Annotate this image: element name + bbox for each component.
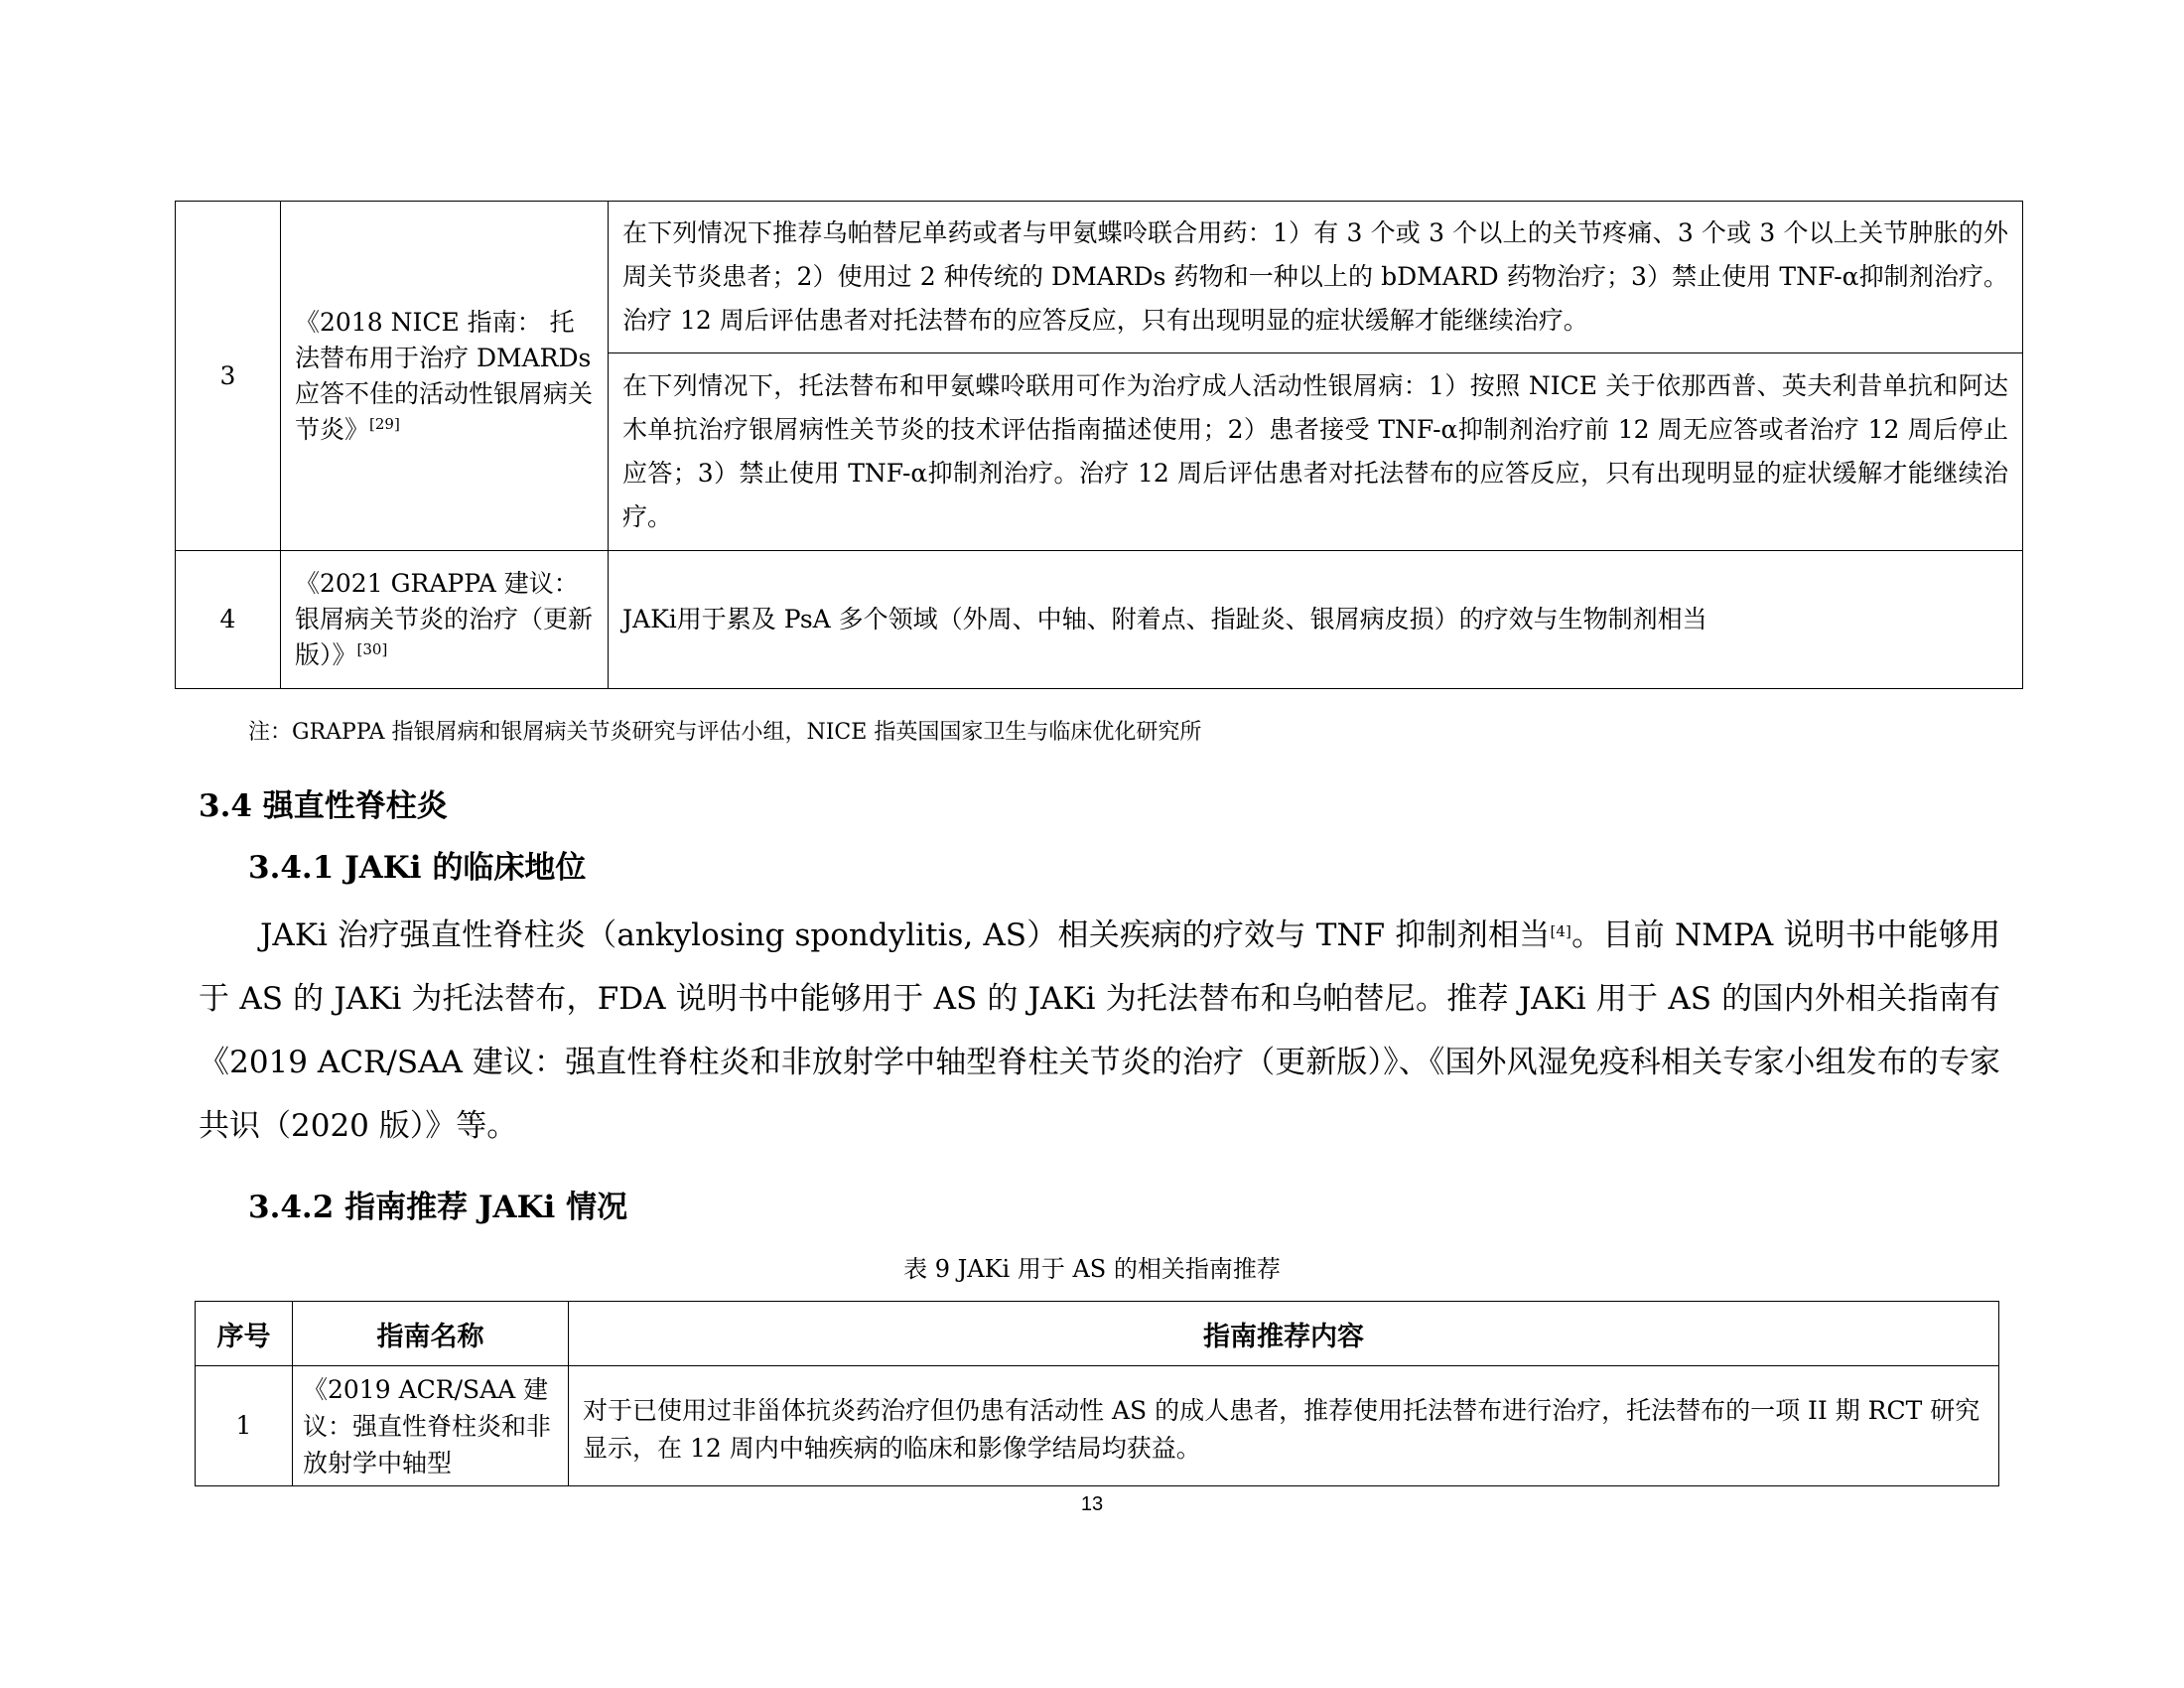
recommendation-content: 在下列情况下推荐乌帕替尼单药或者与甲氨蝶呤联合用药：1）有 3 个或 3 个以上的关节疼痛、3 个或 3 个以上关节肿胀的外周关节炎患者；2）使用过 2 种传统的 DMARDs 药物和一种以上的 bDMARD 药物治疗；3）禁止使用 TNF-α抑制剂治疗。治疗 12 周后评估患者对托法替布的应答反应，只有出现明显的症状缓解才能继续治疗。 <box>609 202 2023 353</box>
table-row <box>176 551 2023 689</box>
guideline-table-continued <box>175 201 2023 689</box>
guideline-table-9 <box>195 1301 1999 1486</box>
subsection-heading: 3.4.1 JAKi 的临床地位 <box>248 850 587 886</box>
guideline-name: 《2019 ACR/SAA 建议：强直性脊柱炎和非放射学中轴型 <box>293 1366 569 1486</box>
table-row <box>196 1366 1999 1486</box>
guideline-name <box>281 551 609 689</box>
guideline-name-text: 《2021 GRAPPA 建议：银屑病关节炎的治疗（更新版）》 <box>295 569 594 669</box>
paragraph-text: JAKi 治疗强直性脊柱炎（ankylosing spondylitis, AS）相关疾病的疗效与 TNF 抑制剂相当 <box>260 917 1551 953</box>
column-header: 指南推荐内容 <box>569 1302 1999 1366</box>
table-note: 注：GRAPPA 指银屑病和银屑病关节炎研究与评估小组，NICE 指英国国家卫生与临床优化研究所 <box>248 720 1202 745</box>
table-header-row <box>196 1302 1999 1366</box>
row-number: 1 <box>196 1366 293 1486</box>
table-row <box>176 202 2023 353</box>
subsection-heading: 3.4.2 指南推荐 JAKi 情况 <box>248 1190 628 1225</box>
section-heading: 3.4 强直性脊柱炎 <box>199 788 448 824</box>
citation-ref: [30] <box>356 640 388 658</box>
guideline-name <box>281 202 609 551</box>
body-paragraph <box>199 904 2000 1158</box>
row-number: 4 <box>176 551 281 689</box>
recommendation-content: 在下列情况下，托法替布和甲氨蝶呤联用可作为治疗成人活动性银屑病：1）按照 NICE 关于依那西普、英夫利昔单抗和阿达木单抗治疗银屑病性关节炎的技术评估指南描述使用；2）患者接受 TNF-α抑制剂治疗前 12 周无应答或者治疗 12 周后停止应答；3）禁止使用 TNF-α抑制剂治疗。治疗 12 周后评估患者对托法替布的应答反应，只有出现明显的症状缓解才能继续治疗。 <box>609 353 2023 551</box>
guideline-name-text: 《2018 NICE 指南： 托法替布用于治疗 DMARDs 应答不佳的活动性银屑病关节炎》 <box>295 307 594 444</box>
table-caption: 表 9 JAKi 用于 AS 的相关指南推荐 <box>903 1255 1281 1283</box>
recommendation-content: 对于已使用过非甾体抗炎药治疗但仍患有活动性 AS 的成人患者，推荐使用托法替布进行治疗，托法替布的一项 II 期 RCT 研究显示，在 12 周内中轴疾病的临床和影像学结局均获益。 <box>569 1366 1999 1486</box>
column-header: 指南名称 <box>293 1302 569 1366</box>
column-header: 序号 <box>196 1302 293 1366</box>
citation-ref: [4] <box>1550 922 1571 940</box>
recommendation-content: JAKi用于累及 PsA 多个领域（外周、中轴、附着点、指趾炎、银屑病皮损）的疗效与生物制剂相当 <box>609 551 2023 689</box>
citation-ref: [29] <box>369 414 400 433</box>
page-number: 13 <box>1080 1493 1104 1515</box>
paragraph-text: 。目前 NMPA 说明书中能够用于 AS 的 JAKi 为托法替布，FDA 说明书中能够用于 AS 的 JAKi 为托法替布和乌帕替尼。推荐 JAKi 用于 AS 的国内外相关指南有《2019 ACR/SAA 建议：强直性脊柱炎和非放射学中轴型脊柱关节炎的治疗（更新版）》、《国外风湿免疫科相关专家小组发布的专家共识（2020 版）》等。 <box>199 917 2000 1144</box>
row-number: 3 <box>176 202 281 551</box>
